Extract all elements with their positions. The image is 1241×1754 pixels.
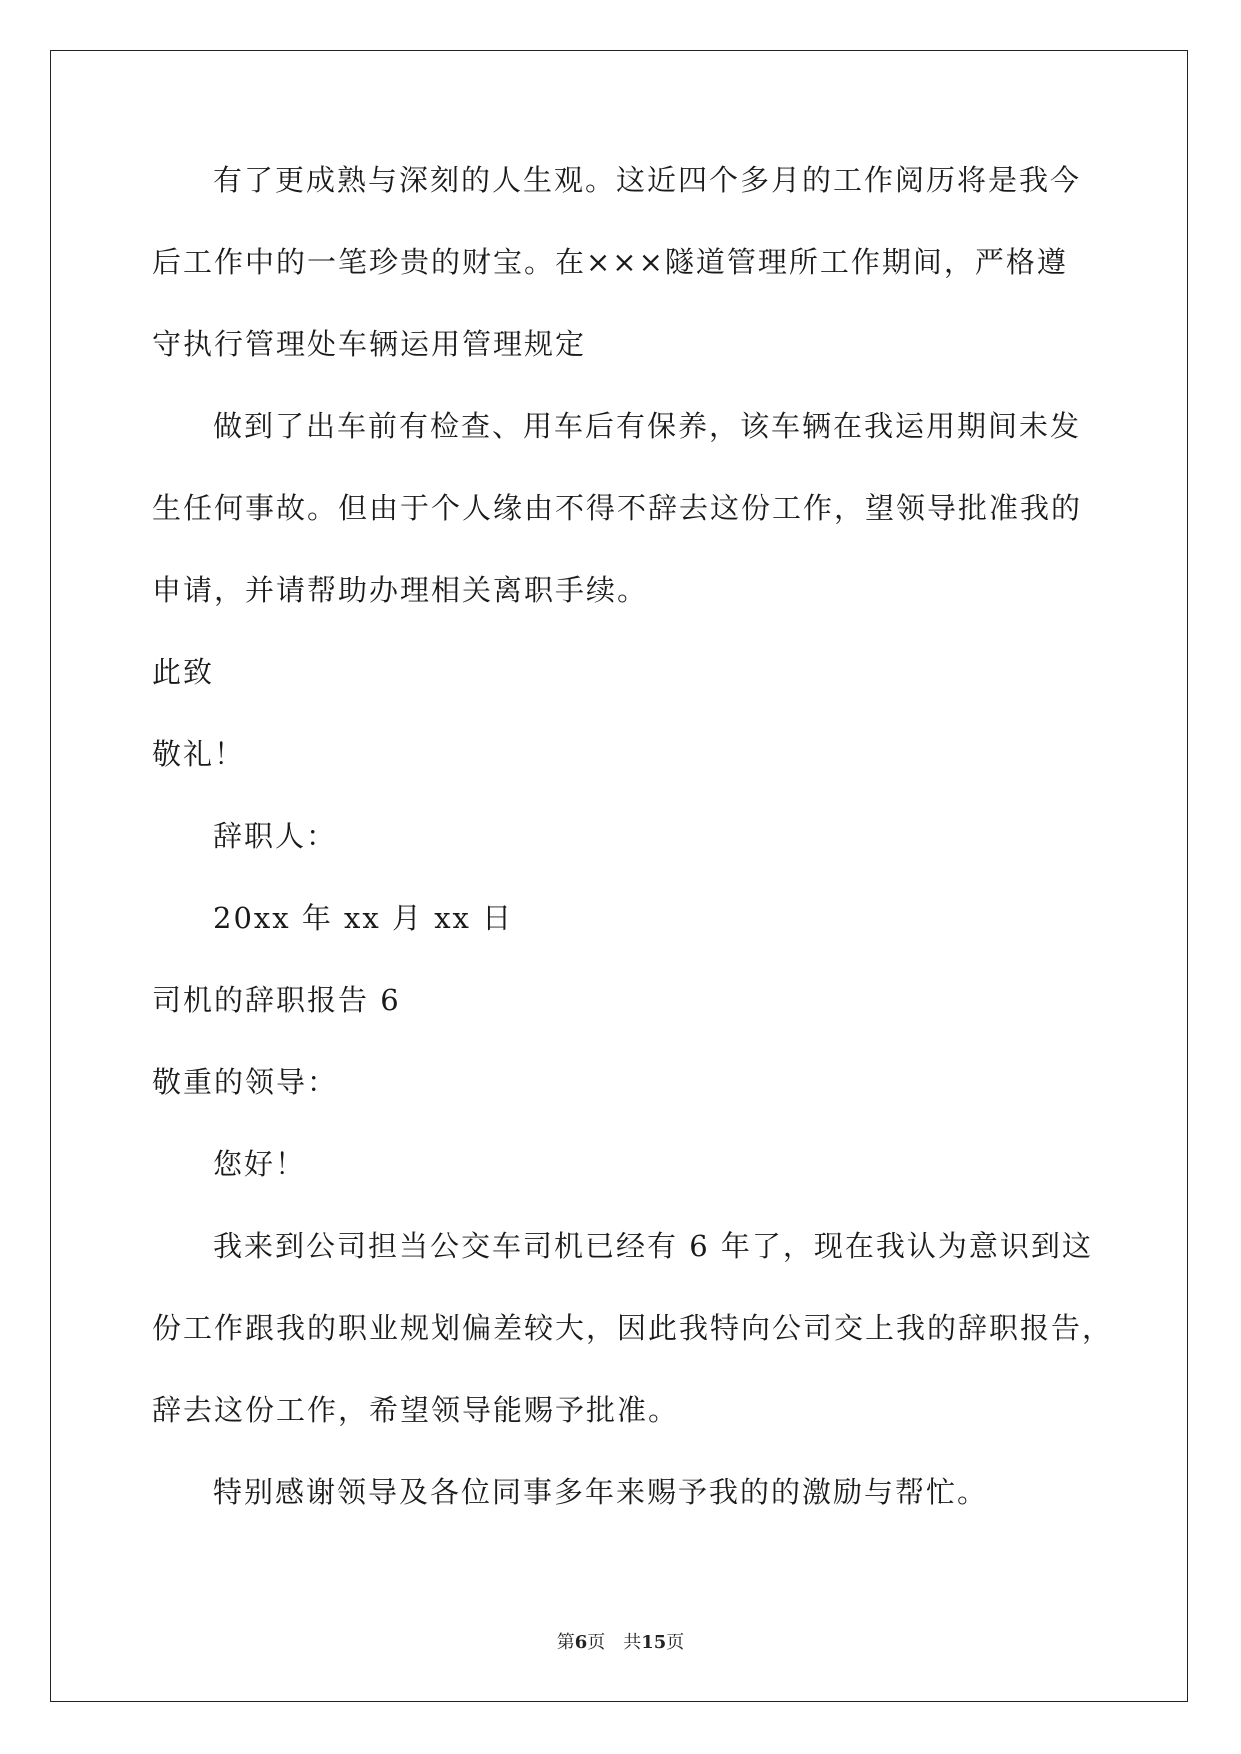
footer-middle: 页 共 [587, 1632, 642, 1653]
section-title: 司机的辞职报告 6 [152, 983, 401, 1017]
closing-respect: 敬礼！ [152, 737, 246, 771]
letter-hello: 您好！ [213, 1147, 307, 1181]
footer-suffix: 页 [666, 1632, 685, 1653]
document-body [152, 160, 1112, 1554]
paragraph-line: 申请，并请帮助办理相关离职手续。 [152, 573, 649, 607]
footer-total-pages: 15 [641, 1632, 667, 1653]
paragraph-line: 特别感谢领导及各位同事多年来赐予我的的激励与帮忙。 [213, 1475, 989, 1509]
closing-salutation: 此致 [152, 655, 215, 689]
footer-current-page: 6 [574, 1632, 588, 1653]
paragraph-line: 我来到公司担当公交车司机已经有 6 年了，现在我认为意识到这 [213, 1229, 1093, 1263]
footer-prefix: 第 [556, 1632, 575, 1653]
page-footer [0, 1628, 1241, 1654]
paragraph-line: 份工作跟我的职业规划偏差较大，因此我特向公司交上我的辞职报告， [152, 1311, 1114, 1345]
letter-greeting: 敬重的领导： [152, 1065, 339, 1099]
paragraph-line: 做到了出车前有检查、用车后有保养，该车辆在我运用期间未发 [213, 409, 1082, 443]
signature-label: 辞职人： [213, 819, 338, 853]
paragraph-line: 后工作中的一笔珍贵的财宝。在×××隧道管理所工作期间，严格遵 [152, 245, 1068, 279]
date-line: 20xx 年 xx 月 xx 日 [213, 901, 514, 935]
paragraph-line: 守执行管理处车辆运用管理规定 [152, 327, 587, 361]
paragraph-line: 辞去这份工作，希望领导能赐予批准。 [152, 1393, 680, 1427]
paragraph-line: 有了更成熟与深刻的人生观。这近四个多月的工作阅历将是我今 [213, 163, 1082, 197]
paragraph-line: 生任何事故。但由于个人缘由不得不辞去这份工作，望领导批准我的 [152, 491, 1083, 525]
